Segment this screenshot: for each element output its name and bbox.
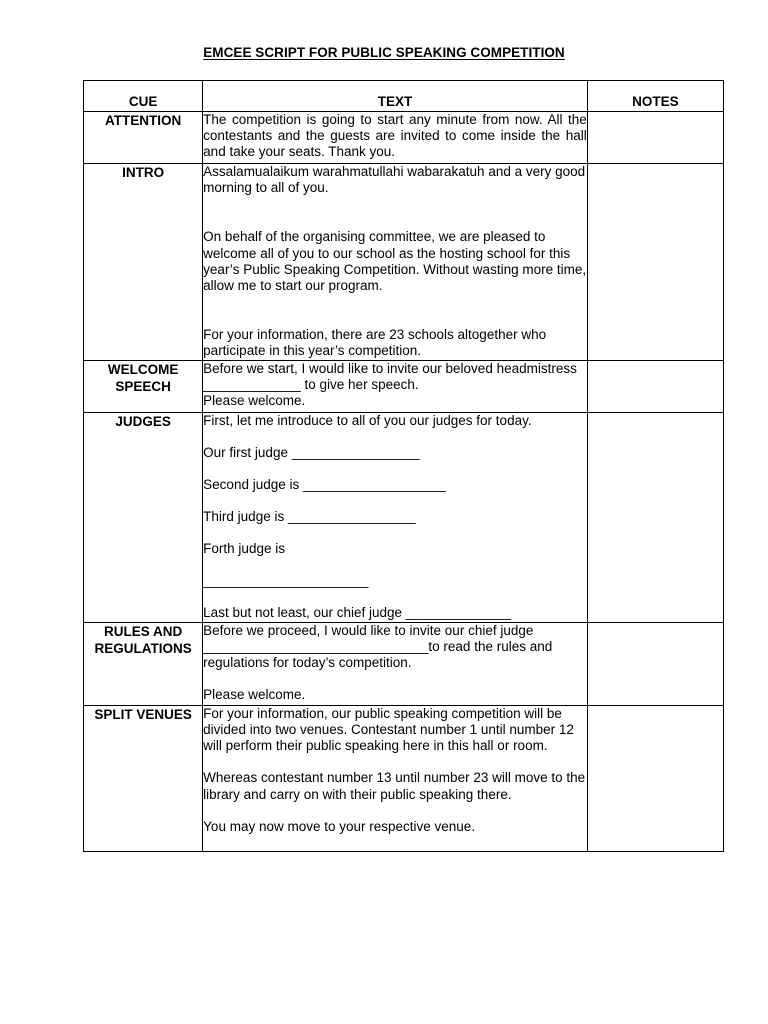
- split-library: Whereas contestant number 13 until number 23 will move to the library and carry on with their public speaking there.: [203, 770, 586, 802]
- rules-please: Please welcome.: [203, 687, 306, 703]
- notes-attention: [587, 112, 723, 164]
- document-title: EMCEE SCRIPT FOR PUBLIC SPEAKING COMPETITION: [203, 45, 565, 60]
- intro-greeting: Assalamualaikum warahmatullahi wabarakatuh and a very good morning to all of you.: [203, 164, 586, 196]
- split-move: You may now move to your respective venue.: [203, 818, 476, 834]
- notes-welcome-speech: [587, 361, 723, 413]
- cue-judges: JUDGES: [84, 413, 203, 623]
- welcome-please: Please welcome.: [203, 393, 306, 409]
- script-table: [83, 80, 724, 852]
- header-notes: NOTES: [587, 81, 723, 112]
- table-row-attention: [84, 112, 724, 164]
- judge-fourth-blank: ______________________: [203, 573, 369, 588]
- attention-paragraph: The competition is going to start any minute from now. All the contestants and the guests are invited to come inside the hall and take your seats. Thank you.: [203, 112, 587, 160]
- text-attention: [203, 112, 588, 164]
- welcome-invite: Before we start, I would like to invite our beloved headmistress _____________ to give her speech.: [203, 361, 577, 393]
- cue-intro: INTRO: [84, 164, 203, 361]
- judge-second: Second judge is ___________________: [203, 477, 446, 492]
- table-row-rules: [84, 623, 724, 706]
- table-row-split-venues: [84, 706, 724, 852]
- cue-welcome-speech: WELCOME SPEECH: [84, 361, 203, 413]
- judge-first: Our first judge _________________: [203, 445, 420, 460]
- notes-rules: [587, 623, 723, 706]
- cue-attention: ATTENTION: [84, 112, 203, 164]
- judges-intro: First, let me introduce to all of you our judges for today.: [203, 413, 532, 428]
- text-rules: [203, 623, 588, 706]
- cue-split-venues: SPLIT VENUES: [84, 706, 203, 852]
- notes-judges: [587, 413, 723, 623]
- split-info: For your information, our public speaking competition will be divided into two venues. Contestant number 1 until number 12 will perform their public speaking here in this hall or room.: [203, 706, 574, 754]
- judge-third: Third judge is _________________: [203, 509, 416, 524]
- judge-chief: Last but not least, our chief judge ______________: [203, 605, 511, 620]
- text-intro: [203, 164, 588, 361]
- cue-rules: RULES AND REGULATIONS: [84, 623, 203, 706]
- text-welcome-speech: [203, 361, 588, 413]
- table-header-row: [84, 81, 724, 112]
- notes-intro: [587, 164, 723, 361]
- notes-split-venues: [587, 706, 723, 852]
- header-cue: CUE: [84, 81, 203, 112]
- intro-information: For your information, there are 23 schools altogether who participate in this year’s competition.: [203, 327, 547, 359]
- intro-welcome: On behalf of the organising committee, we are pleased to welcome all of you to our school as the hosting school for this year’s Public Speaking Competition. Without wasting more time, allow me to start our program.: [203, 229, 587, 294]
- text-judges: [203, 413, 588, 623]
- header-text: TEXT: [203, 81, 588, 112]
- rules-invite: Before we proceed, I would like to invite our chief judge ______________________________to read the rules and regulations for today’s competition.: [203, 623, 553, 671]
- table-row-welcome-speech: [84, 361, 724, 413]
- judge-fourth: Forth judge is: [203, 541, 285, 556]
- text-split-venues: [203, 706, 588, 852]
- table-row-judges: [84, 413, 724, 623]
- table-row-intro: [84, 164, 724, 361]
